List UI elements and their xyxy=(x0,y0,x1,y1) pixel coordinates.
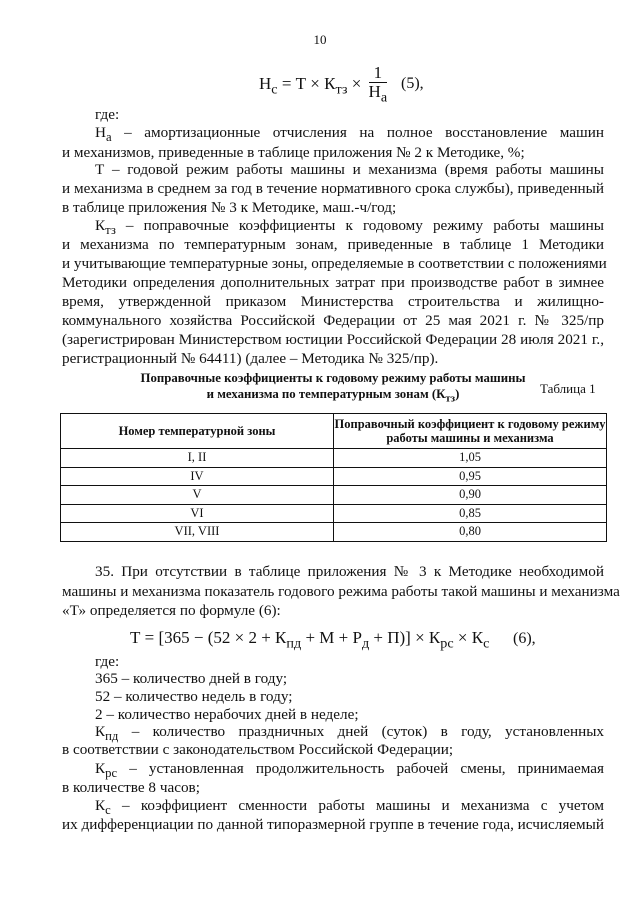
paragraph-t-line2: и механизма в среднем за год в течение нормативного срока службы), приведенный xyxy=(62,180,604,197)
list-item: 2 – количество нерабочих дней в неделе; xyxy=(95,706,359,723)
coefficient-table xyxy=(60,413,607,542)
table-row: VII, VIII 0,80 xyxy=(61,523,607,542)
column-header-zone: Номер температурной зоны xyxy=(61,414,334,449)
table-row: VI 0,85 xyxy=(61,504,607,523)
where-label-2: где: xyxy=(95,653,120,670)
table-row: IV 0,95 xyxy=(61,467,607,486)
paragraph-k-line6: коммунального хозяйства Российской Федерации от 25 мая 2021 г. № 325/пр xyxy=(62,312,604,329)
table-label: Таблица 1 xyxy=(540,381,596,396)
page-number: 10 xyxy=(313,32,327,47)
item-ks-line1: $К_с$ – коэффициент сменности работы машины и механизма с учетом xyxy=(95,797,604,818)
table-row: V 0,90 xyxy=(61,486,607,505)
table-header-row xyxy=(61,414,607,449)
paragraph-t-line1: Т – годовой режим работы машины и механизма (время работы машины xyxy=(95,161,604,178)
paragraph-k-line5: время, утвержденной приказом Министерства строительства и жилищно- xyxy=(62,293,604,310)
paragraph-35-line3: «Т» определяется по формуле (6): xyxy=(62,602,281,619)
list-item: 52 – количество недель в году; xyxy=(95,688,293,705)
paragraph-k-line2: и механизма по температурным зонам, приведенные в таблице 1 Методики xyxy=(62,236,604,253)
item-kpd-line2: в соответствии с законодательством Российской Федерации; xyxy=(62,741,454,758)
formula-5-number: (5), xyxy=(401,75,424,92)
item-ks-line2: их дифференциации по данной типоразмерной группе в течение года, исчисляемый xyxy=(62,816,604,833)
paragraph-k-line8: регистрационный № 64411) (далее – Методика № 325/пр). xyxy=(62,350,439,367)
item-kpd-line1: $К_{пд}$ – количество праздничных дней (суток) в году, установленных xyxy=(95,723,604,744)
list-item: 365 – количество дней в году; xyxy=(95,670,288,687)
formula-6-number: (6), xyxy=(513,630,536,647)
fraction: $\frac{1}{Н_а}$ xyxy=(368,63,388,106)
paragraph-35-line2: машины и механизма показатель годового режима работы такой машины и механизма xyxy=(62,583,620,600)
table-row: I, II 1,05 xyxy=(61,449,607,468)
paragraph-na-line1: $Н_а$ – амортизационные отчисления на полное восстановление машин xyxy=(95,124,604,145)
where-label: где: xyxy=(95,106,120,123)
paragraph-k-line4: Методики определения дополнительных затрат при производстве работ в зимнее xyxy=(62,274,604,291)
table-title-line2: и механизма по температурным зонам $(К_{тз})$ xyxy=(206,387,460,405)
paragraph-k-line7: (зарегистрирован Министерством юстиции Российской Федерации 28 июля 2021 г., xyxy=(62,331,604,348)
paragraph-k-line3: и учитывающие температурные зоны, определяемые в соответствии с положениями xyxy=(62,255,607,272)
paragraph-t-line3: в таблице приложения № 3 к Методике, маш.-ч/год; xyxy=(62,199,397,216)
formula-5: $Н_с = Т \times К_{тз}$ × $\frac{1}{Н_а}$ xyxy=(259,63,388,106)
table-title-line1: Поправочные коэффициенты к годовому режиму работы машины xyxy=(140,371,526,385)
column-header-coefficient: Поправочный коэффициент к годовому режиму работы машины и механизма xyxy=(334,414,607,449)
formula-6: $Т = [365 - (52 \times 2 + К_{пд} + М + Р_д + П)] \times К_{рс} \times К_с$ xyxy=(130,628,490,652)
paragraph-na-line2: и механизмов, приведенные в таблице приложения № 2 к Методике, %; xyxy=(62,144,525,161)
item-krs-line1: $К_{рс}$ – установленная продолжительность рабочей смены, принимаемая xyxy=(95,760,604,781)
item-krs-line2: в количестве 8 часов; xyxy=(62,779,200,796)
paragraph-k-line1: $К_{тз}$ – поправочные коэффициенты к годовому режиму работы машины xyxy=(95,217,604,238)
paragraph-35-line1: 35. При отсутствии в таблице приложения № 3 к Методике необходимой xyxy=(95,563,604,580)
